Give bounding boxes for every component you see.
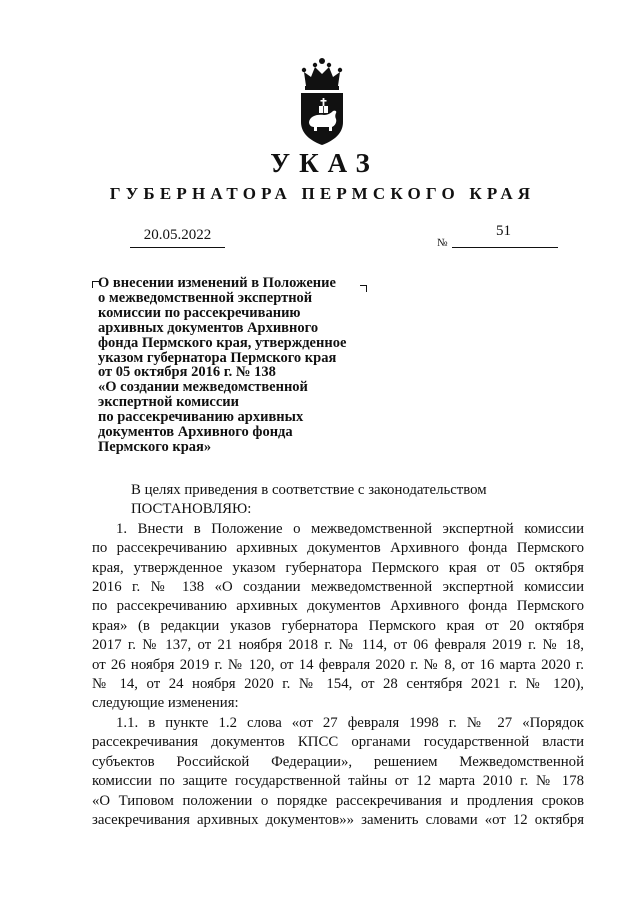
heading-line: от 05 октября 2016 г. № 138: [98, 364, 276, 381]
heading-line: «О создании межведомственной: [98, 379, 308, 396]
heading-line: комиссии по рассекречиванию: [98, 304, 301, 321]
document-date: 20.05.2022: [130, 227, 225, 248]
heading-line: О внесении изменений в Положение: [98, 275, 336, 291]
body-line: В целях приведения в соответствие с законодательством: [131, 482, 487, 498]
document-number-line: [452, 247, 558, 248]
document-heading: [98, 276, 363, 455]
heading-line: указом губернатора Пермского края: [98, 349, 337, 366]
heading-line: Пермского края»: [98, 438, 212, 455]
body-line: 1. Внести в Положение о межведомственной экспертной комиссии: [116, 520, 584, 537]
body-line: 1.1. в пункте 1.2 слова «от 27 февраля 1998 г. № 27 «Порядок: [116, 714, 584, 731]
heading-line: архивных документов Архивного: [98, 319, 319, 336]
body-line: комиссии по защите государственной тайны от 12 марта 2010 г. № 178: [92, 773, 584, 790]
body-line: 2017 г. № 137, от 21 ноября 2018 г. № 114, от 06 февраля 2019 г. № 18,: [92, 637, 584, 654]
body-line: по рассекречиванию архивных документов Архивного фонда Пермского: [92, 598, 584, 615]
body-line: от 26 ноября 2019 г. № 120, от 14 февраля 2020 г. № 8, от 16 марта 2020 г.: [92, 656, 584, 673]
body-line: рассекречивания документов КПСС органами государственной власти: [92, 734, 584, 751]
heading-line: экспертной комиссии: [98, 394, 240, 411]
body-line: края» (в редакции указов губернатора Пермского края от 20 октября: [92, 617, 584, 634]
document-number: 51: [496, 223, 511, 239]
body-line: засекречивания архивных документов»» заменить словами «от 12 октября: [92, 811, 584, 828]
body-line: субъектов Российской Федерации», решением Межведомственной: [92, 753, 584, 770]
body-line: по рассекречиванию архивных документов Архивного фонда Пермского: [92, 540, 584, 557]
perm-krai-coat-of-arms-icon: [293, 56, 351, 146]
body-line: края, утвержденное указом губернатора Пермского края от 05 октября: [92, 559, 584, 576]
body-line: № 14, от 24 ноября 2020 г. № 154, от 28 сентября 2021 г. № 120),: [92, 676, 584, 693]
decree-keyword: ПОСТАНОВЛЯЮ:: [131, 501, 252, 518]
body-line: 2016 г. № 138 «О создании межведомственной экспертной комиссии: [92, 579, 584, 596]
heading-line: документов Архивного фонда: [98, 424, 293, 441]
body-line: следующие изменения:: [92, 695, 239, 712]
page-subtitle: ГУБЕРНАТОРА ПЕРМСКОГО КРАЯ: [109, 184, 536, 203]
heading-line: по рассекречиванию архивных: [98, 409, 304, 426]
body-line: «О Типовом положении о порядке рассекречивания и продления сроков: [92, 792, 584, 809]
heading-line: фонда Пермского края, утвержденное: [98, 334, 347, 351]
document-number-label: №: [437, 237, 448, 249]
page-title: УКАЗ: [270, 148, 379, 178]
document-body: [92, 481, 584, 830]
heading-line: о межведомственной экспертной: [98, 289, 313, 306]
